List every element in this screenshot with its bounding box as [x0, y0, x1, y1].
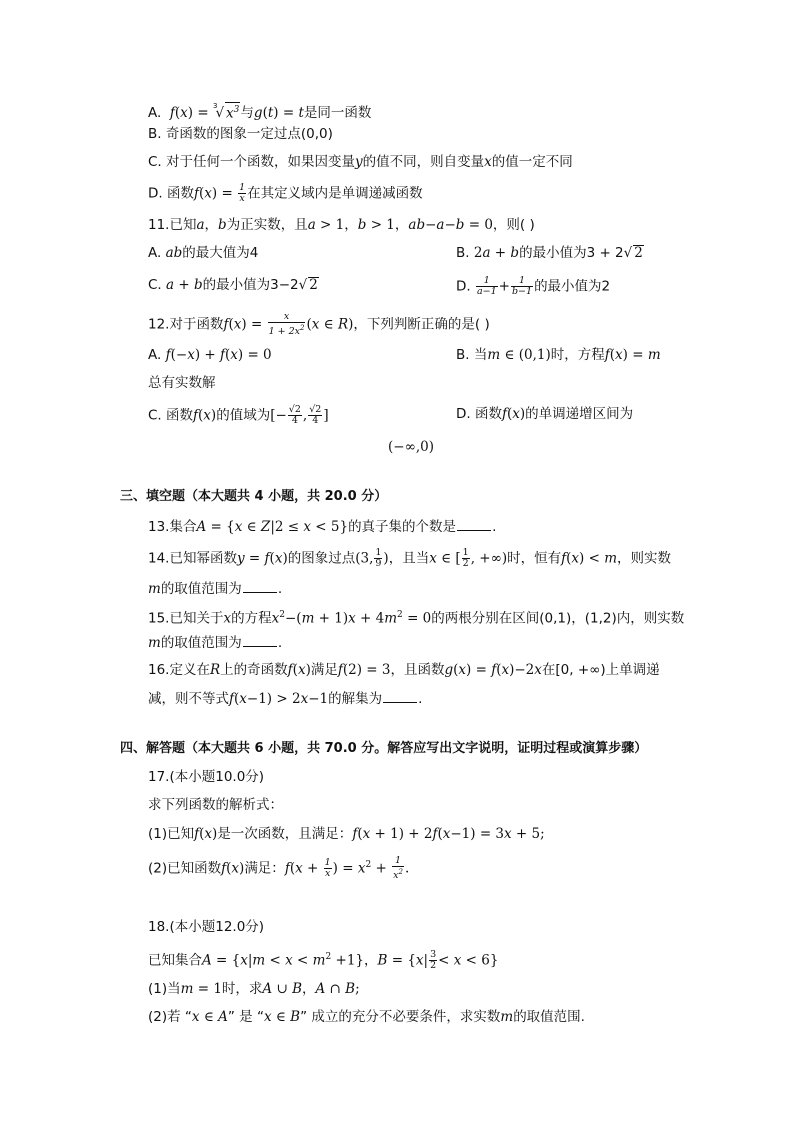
q16-line1: 16.定义在R上的奇函数f(x)满足f(2) = 3，且函数g(x) = f(x)−2x在[0, +∞)上单调递 [148, 662, 660, 678]
q15-line1: 15.已知关于x的方程$x^2-(m + 1)x + 4m^2 = 0$的两根分别在区间(0,1)，(1,2)内，则实数 [148, 610, 685, 627]
q14-answer-blank[interactable] [243, 580, 277, 593]
q12-option-b-wrap: 总有实数解 [148, 375, 216, 391]
q10-option-a: A. f(x) = $^3$√ $x^3$与g(t) = t是同一函数 [148, 102, 372, 121]
q18-part1: (1)当m = 1时，求A ∪ B，A ∩ B; [148, 981, 360, 997]
q10-option-d: D. 函数f(x) = $\frac{1}{x}$ 在其定义域内是单调递减函数 [148, 182, 423, 204]
section-4-heading: 四、解答题（本大题共 6 小题，共 70.0 分。解答应写出文字说明，证明过程或演算步骤） [120, 741, 648, 756]
q14-line1: 14.已知幂函数y = f(x)的图象过点(3, $\frac{1}{9}$ )，且当x ∈ [ $\frac{1}{2}$ , +∞)时，恒有f(x) < m，则实数 [148, 547, 672, 569]
q17-part1: (1)已知f(x)是一次函数，且满足：f(x + 1) + 2f(x−1) = 3x + 5; [148, 826, 545, 842]
section-3-heading: 三、填空题（本大题共 4 小题，共 20.0 分） [120, 489, 388, 504]
q13: 13.集合A = {x ∈ Z|2 ≤ x < 5}的真子集的个数是 . [148, 519, 497, 535]
q12-option-b: B. 当m ∈ (0,1)时，方程f(x) = m [456, 347, 661, 363]
q12-option-d: D. 函数f(x)的单调递增区间为 [456, 406, 634, 422]
q18-line1: 已知集合$A = \{x|m < x < m^2 +1\}$，B = {x| $\frac{3}{2}$ < x < 6} [148, 949, 499, 971]
q10-option-c: C. 对于任何一个函数，如果因变量y的值不同，则自变量x的值一定不同 [148, 154, 573, 170]
q10-option-b: B. 奇函数的图象一定过点(0,0) [148, 126, 333, 142]
q18-part2: (2)若 “x ∈ A” 是 “x ∈ B” 成立的充分不必要条件，求实数m的取值范围. [148, 1009, 585, 1025]
q18-header: 18.(本小题12.0分) [148, 919, 265, 935]
q11-option-a: A. ab的最大值为4 [148, 245, 259, 261]
q17-part2: (2)已知函数f(x)满足：f(x + $\frac{1}{x}$ ) = $x^2$ + $\frac{1}{x^2}$ . [148, 855, 410, 882]
q12-option-c: C. 函数f(x)的值域为[− $\frac{√2}{4}$ , $\frac{√2}{4}$ ] [148, 404, 329, 426]
q17-intro: 求下列函数的解析式： [148, 797, 283, 813]
q16-answer-blank[interactable] [383, 690, 417, 703]
q15-line2: m的取值范围为 . [148, 635, 283, 651]
q13-answer-blank[interactable] [457, 518, 491, 531]
q16-line2: 减，则不等式f(x−1) > 2x−1的解集为 . [148, 691, 423, 707]
q11-option-b: B. 2a + b的最小值为3 + 2√ 2 [456, 245, 643, 261]
q11-option-c: C. a + b的最小值为3−2√ 2 [148, 277, 318, 293]
q12-option-d-wrap: (−∞,0) [388, 439, 434, 455]
q11-option-d: D. $\frac{1}{a-1}$ + $\frac{1}{b-1}$ 的最小值为2 [456, 275, 611, 297]
q15-answer-blank[interactable] [243, 634, 277, 647]
q17-header: 17.(本小题10.0分) [148, 769, 265, 785]
q12-stem: 12.对于函数f(x) = $\frac{x}{1 + 2x^2}$ (x ∈ R)，下列判断正确的是( ) [148, 311, 490, 338]
q11-stem: 11.已知a，b为正实数，且a > 1，b > 1，ab−a−b = 0，则( ) [148, 217, 535, 233]
q12-option-a: A. f(−x) + f(x) = 0 [148, 347, 272, 363]
q14-line2: m的取值范围为 . [148, 581, 283, 597]
